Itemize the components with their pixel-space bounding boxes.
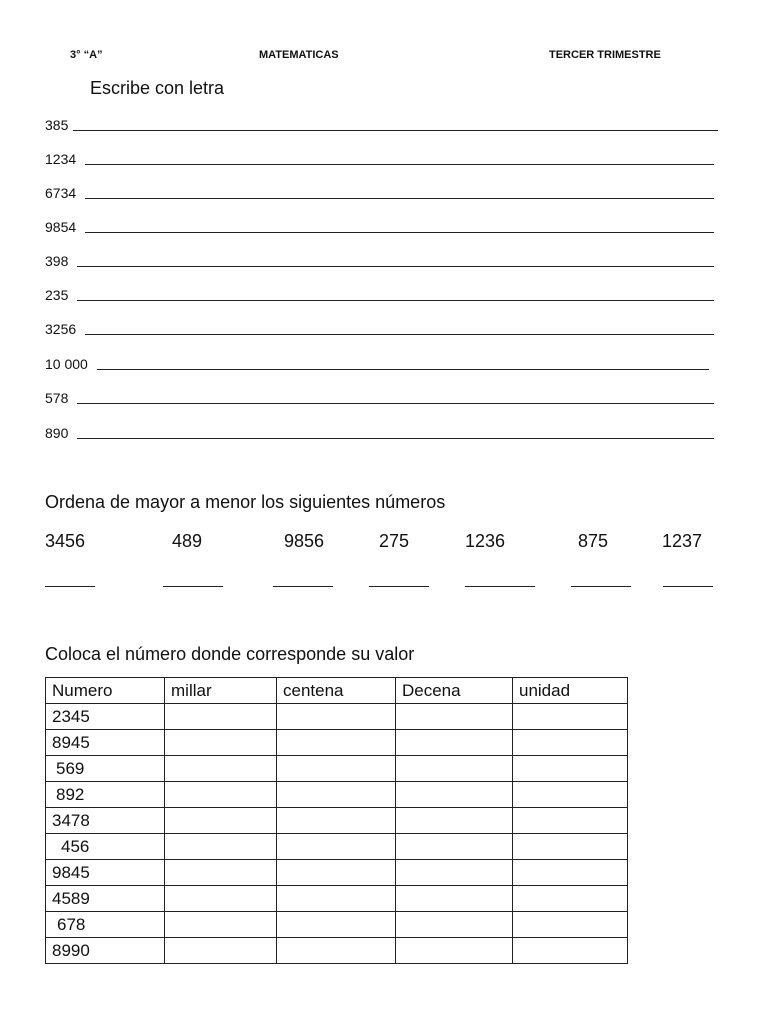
answer-cell[interactable]: [165, 886, 277, 912]
order-number: 489: [172, 531, 203, 551]
table-header-row: [46, 678, 628, 704]
answer-cell[interactable]: [396, 704, 513, 730]
answer-cell[interactable]: [165, 704, 277, 730]
write-number: 235: [45, 287, 69, 303]
row-number: 892: [46, 782, 165, 808]
write-line: [45, 425, 68, 441]
answer-cell[interactable]: [277, 912, 396, 938]
answer-cell[interactable]: [165, 912, 277, 938]
write-number: 6734: [45, 185, 77, 201]
order-blank[interactable]: [663, 586, 713, 587]
answer-line[interactable]: [73, 130, 718, 131]
write-line: [45, 185, 76, 201]
grade-label: 3° “A”: [70, 49, 103, 61]
write-line: [45, 356, 88, 372]
answer-cell[interactable]: [513, 782, 628, 808]
answer-cell[interactable]: [513, 886, 628, 912]
answer-cell[interactable]: [165, 756, 277, 782]
answer-cell[interactable]: [396, 756, 513, 782]
answer-cell[interactable]: [277, 834, 396, 860]
row-number: 9845: [46, 860, 165, 886]
table-row: [46, 704, 628, 730]
answer-cell[interactable]: [165, 860, 277, 886]
column-header: millar: [165, 678, 277, 704]
answer-cell[interactable]: [513, 808, 628, 834]
row-number: 8945: [46, 730, 165, 756]
order-blank[interactable]: [369, 586, 429, 587]
subject-label: MATEMATICAS: [259, 49, 339, 61]
write-line: [45, 390, 68, 406]
order-number: 275: [379, 531, 410, 551]
answer-line[interactable]: [85, 334, 714, 335]
row-number: 3478: [46, 808, 165, 834]
write-number: 578: [45, 390, 69, 406]
order-number: 9856: [284, 531, 325, 551]
order-blank[interactable]: [465, 586, 535, 587]
table-row: [46, 938, 628, 964]
answer-line[interactable]: [97, 369, 709, 370]
table-row: [46, 912, 628, 938]
answer-cell[interactable]: [396, 938, 513, 964]
answer-cell[interactable]: [513, 756, 628, 782]
answer-cell[interactable]: [277, 860, 396, 886]
answer-cell[interactable]: [396, 860, 513, 886]
order-number: 1236: [465, 531, 506, 551]
term-label: TERCER TRIMESTRE: [549, 49, 661, 61]
answer-cell[interactable]: [513, 704, 628, 730]
answer-cell[interactable]: [513, 912, 628, 938]
answer-line[interactable]: [77, 438, 714, 439]
table-row: [46, 730, 628, 756]
answer-line[interactable]: [77, 300, 714, 301]
table-row: [46, 808, 628, 834]
column-header: centena: [277, 678, 396, 704]
section-place-value-title: Coloca el número donde corresponde su valor: [45, 644, 415, 664]
table-row: [46, 834, 628, 860]
order-blank[interactable]: [571, 586, 631, 587]
write-number: 385: [45, 117, 69, 133]
section-order-title: Ordena de mayor a menor los siguientes números: [45, 492, 446, 512]
column-header: Numero: [46, 678, 165, 704]
answer-line[interactable]: [85, 164, 714, 165]
answer-cell[interactable]: [513, 938, 628, 964]
write-line: [45, 117, 68, 133]
write-number: 890: [45, 425, 69, 441]
write-number: 3256: [45, 321, 77, 337]
row-number: 569: [46, 756, 165, 782]
answer-cell[interactable]: [396, 808, 513, 834]
answer-cell[interactable]: [513, 834, 628, 860]
write-number: 398: [45, 253, 69, 269]
section-write-title: Escribe con letra: [90, 78, 225, 98]
answer-cell[interactable]: [277, 782, 396, 808]
order-blank[interactable]: [45, 586, 95, 587]
write-line: [45, 151, 76, 167]
table-row: [46, 756, 628, 782]
row-number: 8990: [46, 938, 165, 964]
order-blank[interactable]: [273, 586, 333, 587]
answer-line[interactable]: [77, 403, 714, 404]
answer-cell[interactable]: [396, 886, 513, 912]
answer-cell[interactable]: [513, 860, 628, 886]
answer-cell[interactable]: [165, 834, 277, 860]
answer-cell[interactable]: [396, 730, 513, 756]
answer-cell[interactable]: [165, 808, 277, 834]
order-number: 1237: [662, 531, 703, 551]
row-number: 4589: [46, 886, 165, 912]
order-blank[interactable]: [163, 586, 223, 587]
order-number: 3456: [45, 531, 86, 551]
answer-cell[interactable]: [277, 808, 396, 834]
answer-cell[interactable]: [396, 782, 513, 808]
answer-cell[interactable]: [277, 886, 396, 912]
write-number: 10 000: [45, 356, 88, 372]
row-number: 2345: [46, 704, 165, 730]
answer-cell[interactable]: [165, 938, 277, 964]
place-value-table: [45, 677, 628, 964]
write-line: [45, 287, 68, 303]
order-number: 875: [578, 531, 609, 551]
answer-line[interactable]: [77, 266, 714, 267]
answer-cell[interactable]: [277, 938, 396, 964]
answer-line[interactable]: [85, 198, 714, 199]
table-row: [46, 782, 628, 808]
column-header: unidad: [513, 678, 628, 704]
row-number: 678: [46, 912, 165, 938]
table-row: [46, 886, 628, 912]
write-line: [45, 219, 76, 235]
answer-cell[interactable]: [165, 730, 277, 756]
write-number: 1234: [45, 151, 77, 167]
answer-cell[interactable]: [513, 730, 628, 756]
answer-cell[interactable]: [277, 756, 396, 782]
write-line: [45, 253, 68, 269]
write-line: [45, 321, 76, 337]
answer-cell[interactable]: [277, 730, 396, 756]
answer-cell[interactable]: [165, 782, 277, 808]
answer-cell[interactable]: [396, 912, 513, 938]
answer-cell[interactable]: [277, 704, 396, 730]
column-header: Decena: [396, 678, 513, 704]
answer-cell[interactable]: [396, 834, 513, 860]
answer-line[interactable]: [85, 232, 714, 233]
table-row: [46, 860, 628, 886]
row-number: 456: [46, 834, 165, 860]
write-number: 9854: [45, 219, 77, 235]
